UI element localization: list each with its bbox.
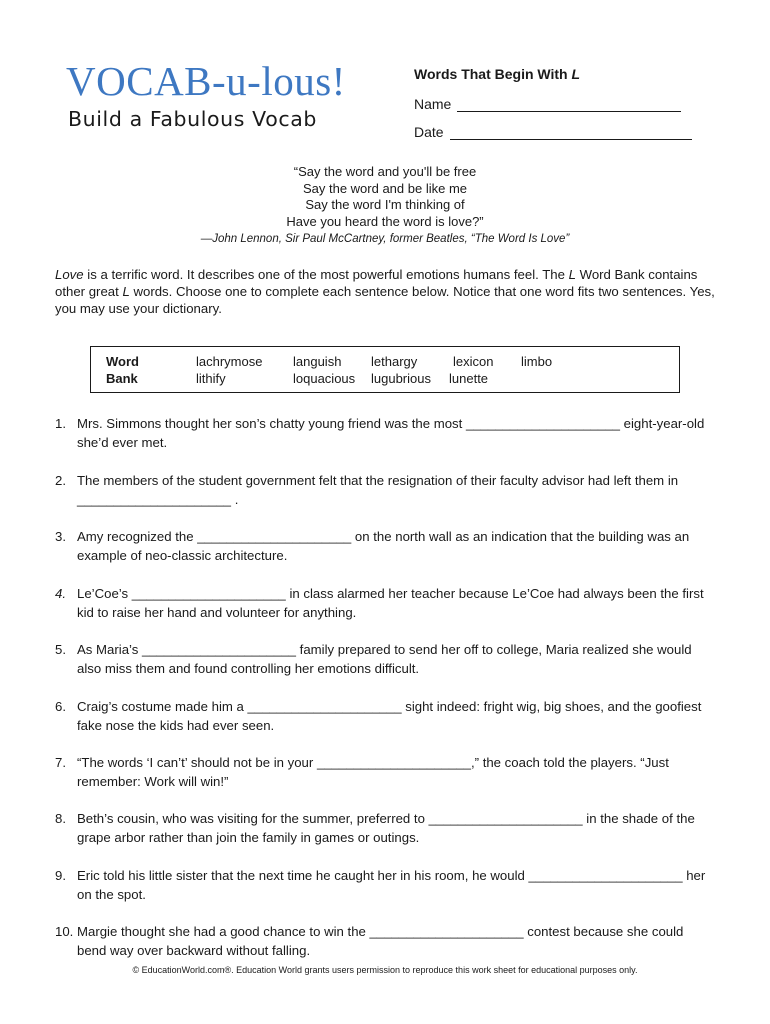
- intro-letter: L: [122, 284, 130, 299]
- answer-blank[interactable]: _____________________: [247, 699, 402, 714]
- question-item: [55, 527, 715, 565]
- quote-line: Have you heard the word is love?”: [286, 213, 484, 229]
- quote-block: [0, 164, 770, 247]
- word-bank-word: lexicon: [453, 354, 494, 369]
- date-field[interactable]: [414, 120, 692, 140]
- question-number: 2.: [55, 473, 66, 488]
- answer-blank[interactable]: _____________________: [131, 586, 286, 601]
- question-before: Amy recognized the: [77, 529, 198, 544]
- question-text: [77, 809, 715, 847]
- question-number: 10.: [55, 924, 74, 939]
- intro-text: words. Choose one to complete each sentence below. Notice that one word fits two sentences. Yes, you may use your dictionary.: [55, 284, 715, 316]
- word-bank-word: limbo: [521, 354, 553, 369]
- question-text: [77, 922, 715, 960]
- question-text: [77, 640, 715, 678]
- quote-line: “Say the word and you'll be free: [293, 164, 477, 179]
- question-item: [55, 414, 715, 452]
- footer-copyright: © EducationWorld.com®. Education World grants users permission to reproduce this work sheet for educational purposes only.: [132, 965, 638, 975]
- intro-text: Word Bank contains other great: [55, 267, 698, 299]
- quote-line: Say the word I'm thinking of: [305, 197, 465, 212]
- question-text: [77, 584, 715, 622]
- worksheet-title-prefix: Words That Begin With: [414, 66, 572, 82]
- answer-blank[interactable]: _____________________: [465, 416, 620, 431]
- question-text: [77, 753, 715, 791]
- question-after: contest because she could bend way over backward without falling.: [77, 924, 684, 958]
- question-before: Mrs. Simmons thought her son’s chatty young friend was the most: [77, 416, 466, 431]
- question-after: in the shade of the grape arbor rather than join the family in games or outings.: [77, 811, 695, 845]
- word-bank: [90, 346, 680, 393]
- worksheet-header: [414, 64, 692, 140]
- question-after: on the north wall as an indication that the building was an example of neo-classic architecture.: [77, 529, 690, 563]
- question-before: “The words ‘I can’t’ should not be in your: [77, 755, 317, 770]
- question-before: As Maria’s: [77, 642, 142, 657]
- word-bank-word: lachrymose: [196, 354, 263, 369]
- question-item: [55, 866, 715, 904]
- answer-blank[interactable]: _____________________: [369, 924, 524, 939]
- question-number: 5.: [55, 642, 66, 657]
- word-bank-word: lugubrious: [371, 371, 431, 386]
- question-before: Beth’s cousin, who was visiting for the summer, preferred to: [77, 811, 429, 826]
- question-before: The members of the student government felt that the resignation of their faculty advisor had left them in: [77, 473, 679, 488]
- date-label: Date: [414, 124, 444, 140]
- date-line[interactable]: [450, 124, 692, 140]
- intro-letter: L: [568, 267, 576, 282]
- question-text: [77, 414, 715, 452]
- question-item: [55, 471, 715, 509]
- word-bank-word: languish: [293, 354, 342, 369]
- question-text: [77, 471, 715, 509]
- question-number: 8.: [55, 811, 66, 826]
- question-item: [55, 697, 715, 735]
- name-line[interactable]: [457, 96, 681, 112]
- word-bank-word: lunette: [449, 371, 489, 386]
- question-number: 1.: [55, 416, 66, 431]
- question-before: Eric told his little sister that the next time he caught her in his room, he would: [77, 868, 529, 883]
- question-item: [55, 640, 715, 678]
- question-number: 4.: [55, 586, 66, 601]
- question-text: [77, 697, 715, 735]
- question-number: 9.: [55, 868, 66, 883]
- question-item: [55, 753, 715, 791]
- word-bank-label: Bank: [106, 371, 138, 386]
- name-label: Name: [414, 96, 452, 112]
- answer-blank[interactable]: _____________________: [316, 755, 471, 770]
- question-text: [77, 866, 715, 904]
- question-after: ,” the coach told the players. “Just remember: Work will win!”: [77, 755, 669, 789]
- question-text: [77, 527, 715, 565]
- answer-blank[interactable]: _____________________: [77, 492, 232, 507]
- worksheet-title-letter: L: [571, 66, 581, 82]
- question-number: 7.: [55, 755, 66, 770]
- word-bank-word: lethargy: [371, 354, 418, 369]
- question-number: 3.: [55, 529, 66, 544]
- question-after: in class alarmed her teacher because Le’Coe had always been the first kid to raise her hand and volunteer for anything.: [77, 586, 704, 620]
- question-after: family prepared to send her off to college, Maria realized she would also miss them and found controlling her emotions difficult.: [77, 642, 692, 676]
- question-item: [55, 922, 715, 960]
- logo-title: VOCAB-u-lous!: [66, 58, 346, 104]
- word-bank-word: loquacious: [293, 371, 356, 386]
- question-before: Craig’s costume made him a: [77, 699, 248, 714]
- logo-subtitle: Build a Fabulous Vocab: [68, 107, 317, 131]
- word-bank-word: lithify: [196, 371, 226, 386]
- answer-blank[interactable]: _____________________: [141, 642, 297, 657]
- worksheet-title: [414, 64, 692, 84]
- answer-blank[interactable]: _____________________: [428, 811, 583, 826]
- intro-paragraph: [55, 266, 720, 317]
- question-before: Le’Coe’s: [77, 586, 132, 601]
- question-after: .: [231, 492, 239, 507]
- question-number: 6.: [55, 699, 66, 714]
- answer-blank[interactable]: _____________________: [197, 529, 352, 544]
- question-item: [55, 584, 715, 622]
- question-before: Margie thought she had a good chance to win the: [77, 924, 370, 939]
- question-after: eight-year-old she’d ever met.: [77, 416, 705, 450]
- question-after: her on the spot.: [77, 868, 706, 902]
- intro-love: Love: [55, 267, 84, 282]
- name-field[interactable]: [414, 92, 692, 112]
- quote-attribution: —John Lennon, Sir Paul McCartney, former Beatles, “The Word Is Love”: [200, 233, 570, 245]
- question-after: sight indeed: fright wig, big shoes, and the goofiest fake nose the kids had ever seen.: [77, 699, 702, 733]
- quote-line: Say the word and be like me: [302, 180, 468, 196]
- question-item: [55, 809, 715, 847]
- intro-text: is a terrific word. It describes one of the most powerful emotions humans feel. The: [83, 267, 569, 282]
- word-bank-label: Word: [106, 354, 139, 369]
- answer-blank[interactable]: _____________________: [528, 868, 683, 883]
